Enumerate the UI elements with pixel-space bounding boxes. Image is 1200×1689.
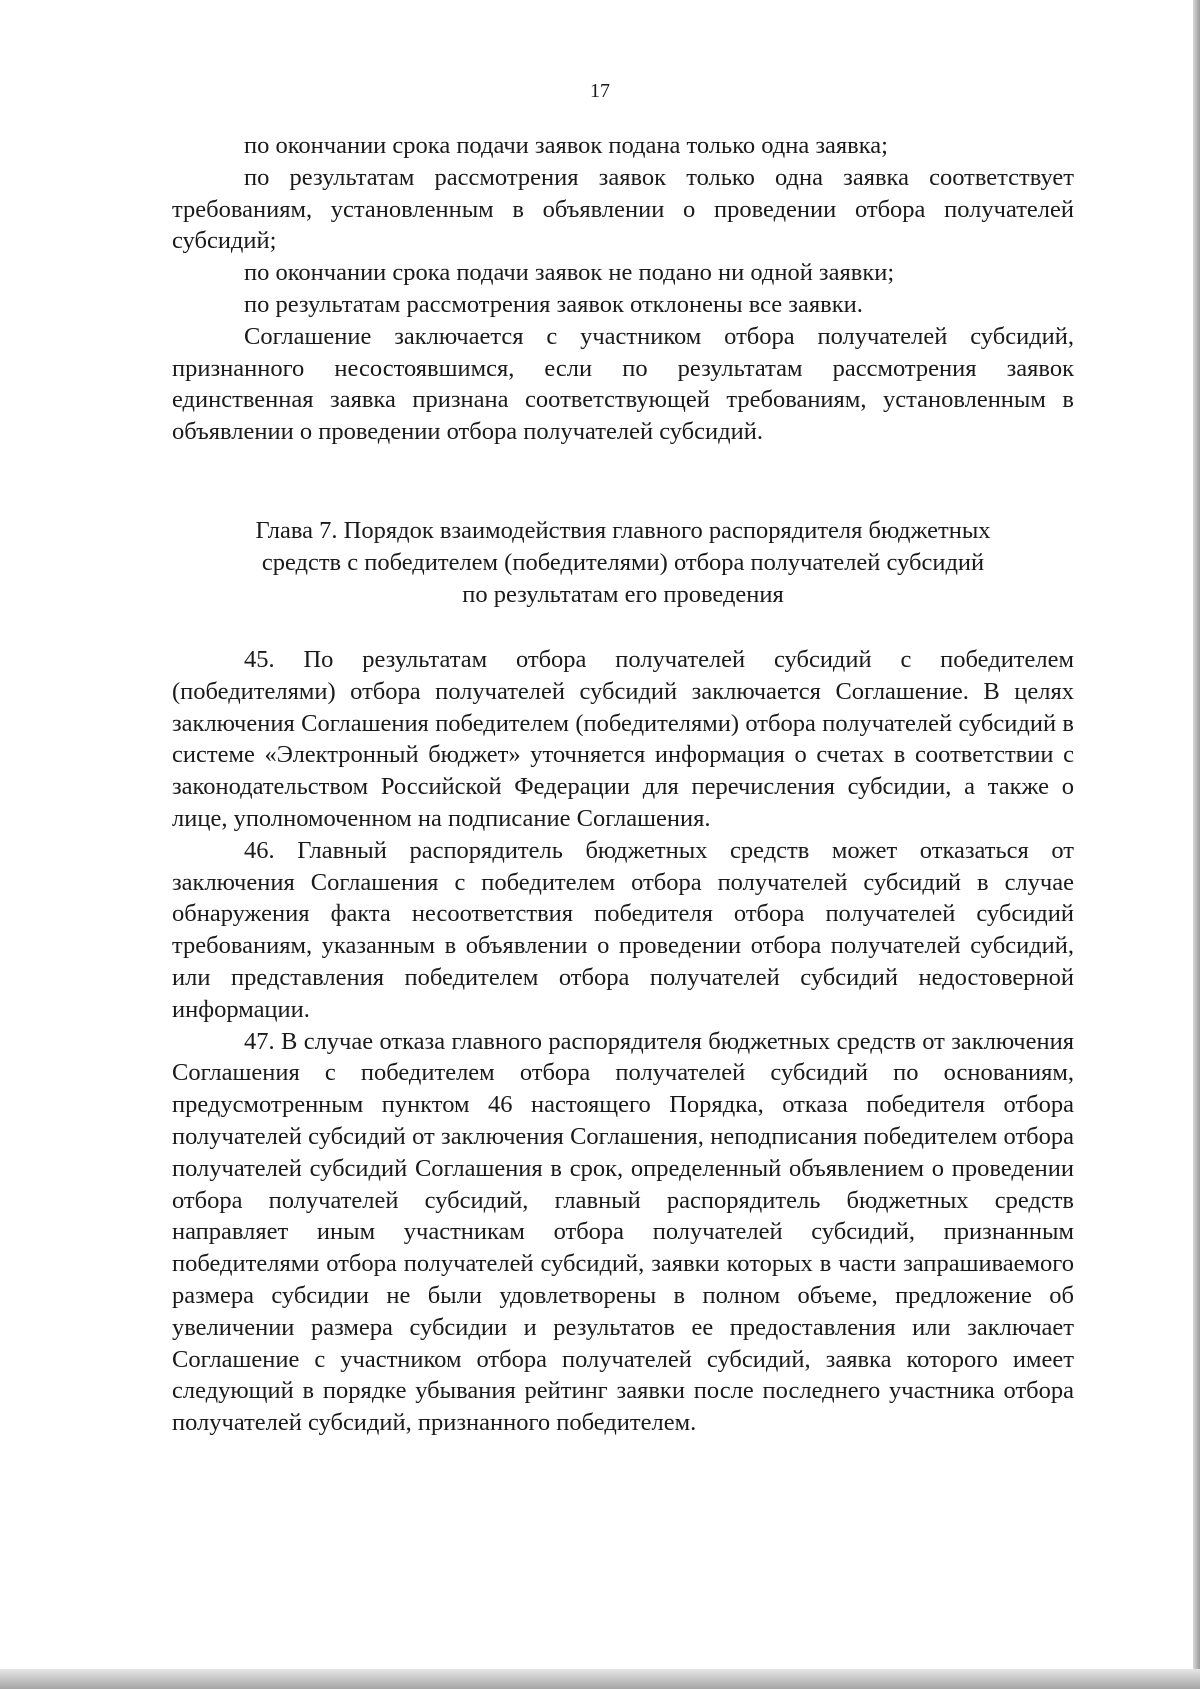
chapter-heading (172, 515, 1074, 610)
clause-46: 46. Главный распорядитель бюджетных средств может отказаться от заключения Соглашения с победителем отбора получателей субсидий в случае обнаружения факта несоответствия победителя отбора получателей субсидий требованиям, указанным в объявлении о проведении отбора получателей субсидий, или представления победителем отбора получателей субсидий недостоверной информации. (172, 836, 1074, 1023)
paragraph: по результатам рассмотрения заявок только одна заявка соответствует требованиям, установленным в объявлении о проведении отбора получателей субсидий; (172, 163, 1074, 255)
paragraph: Соглашение заключается с участником отбора получателей субсидий, признанного несостоявшимся, если по результатам рассмотрения заявок единственная заявка признана соответствующей требованиям, установленным в объявлении о проведении отбора получателей субсидий. (172, 322, 1074, 446)
heading-line: средств с победителем (победителями) отбора получателей субсидий (261, 548, 985, 576)
page-number: 17 (590, 80, 610, 102)
clause-47: 47. В случае отказа главного распорядителя бюджетных средств от заключения Соглашения с победителем отбора получателей субсидий по основаниям, предусмотренным пунктом 46 настоящего Порядка, отказа победителя отбора получателей субсидий от заключения Соглашения, неподписания победителем отбора получателей субсидий Соглашения в срок, определенный объявлением о проведении отбора получателей субсидий, главный распорядитель бюджетных средств направляет иным участникам отбора получателей субсидий, признанным победителями отбора получателей субсидий, заявки которых в части запрашиваемого размера субсидии не были удовлетворены в полном объеме, предложение об увеличении размера субсидии и результатов ее предоставления или заключает Соглашение с участником отбора получателей субсидий, заявка которого имеет следующий в порядке убывания рейтинг заявки после последнего участника отбора получателей субсидий, признанного победителем. (172, 1027, 1074, 1437)
paragraph: по результатам рассмотрения заявок отклонены все заявки. (244, 290, 863, 318)
heading-line: по результатам его проведения (462, 580, 784, 608)
text-block-conditions (172, 130, 1074, 448)
paragraph: по окончании срока подачи заявок подана только одна заявка; (244, 132, 888, 159)
heading-line: Глава 7. Порядок взаимодействия главного распорядителя бюджетных (255, 517, 991, 544)
scan-right-edge (1193, 0, 1200, 1689)
clause-45: 45. По результатам отбора получателей субсидий с победителем (победителями) отбора получателей субсидий заключается Соглашение. В целях заключения Соглашения победителем (победителями) отбора получателей субсидий в системе «Электронный бюджет» уточняется информация о счетах в соответствии с законодательством Российской Федерации для перечисления субсидии, а также о лице, уполномоченном на подписание Соглашения. (172, 646, 1074, 832)
text-block-clauses (172, 644, 1074, 1439)
scan-bottom-shadow (0, 1669, 1200, 1689)
paragraph: по окончании срока подачи заявок не подано ни одной заявки; (244, 259, 895, 287)
